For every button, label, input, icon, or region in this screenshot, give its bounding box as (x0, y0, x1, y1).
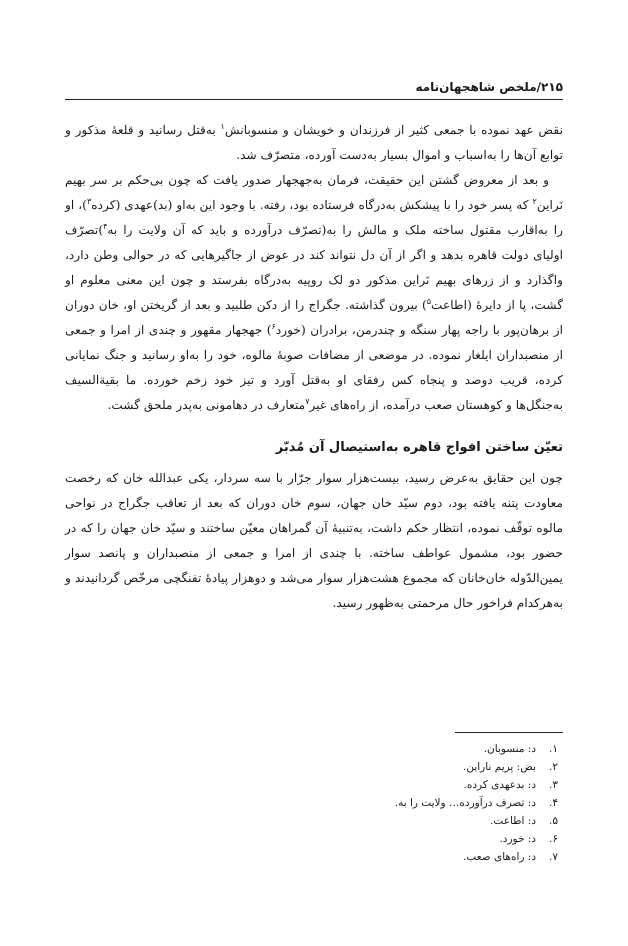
footnote-text: بض: پریم ناراین. (463, 761, 536, 773)
footnote-text: د: منسوبان. (483, 743, 536, 755)
text-run: ) بیرون گذاشته. جگراج را از دکن طلبید و بعد از گریختن او، خان دوران از برهان‌پور با راجه پهار سنگه و چندرمن، برادران (خورد (65, 298, 563, 337)
text-run: ) جهجهار مقهور و چندی از امرا و جمعی از منصبداران ایلغار نموده. در موضعی از مضافات صوبهٔ مالوه، خود را به‌او رسانید و جنگ نمایانی کرده، قریب دوصد و پنجاه کس رفقای او به‌قتل آورد و تیز خود زخم خورده. ما بقیةالسیف به‌جنگل‌ها و کوهستان صعب درآمده، از راه‌های غیر (65, 323, 563, 412)
text-run: به‌قتل رسانید و قلعهٔ مذکور و توابع آن‌ها را به‌اسباب و اموال بسیار به‌دست آورده، متصرّف شد. (65, 123, 563, 162)
footnote-text: د: راه‌های صعب. (463, 851, 536, 863)
footnote-marker[interactable]: ۱ (220, 121, 225, 131)
footnotes-list (395, 740, 558, 866)
body-paragraph (65, 168, 563, 418)
footnote-marker[interactable]: ۵ (426, 296, 432, 306)
footnote-item (395, 812, 558, 830)
footnote-rule (455, 732, 563, 733)
text-run: )، او را به‌اقارب مقتول ساخته ملک و مالش را به(تصرّف درآورده و باید که آن ولایت را به (65, 198, 563, 237)
footnote-number: ۳. (549, 779, 558, 791)
footnote-item (395, 776, 558, 794)
footnote-marker[interactable]: ۲ (532, 196, 537, 206)
text-run: که پسر خود را با پیشکش به‌درگاه فرستاده بود، رفته. با وجود این به‌او (بد)عهدی (کرده (91, 198, 533, 212)
footnote-item (395, 794, 558, 812)
body-paragraph (65, 118, 563, 168)
footnote-marker[interactable]: ۴ (103, 221, 108, 231)
header-rule (65, 99, 563, 100)
footnote-text: د: خورد. (499, 833, 536, 845)
text-run: )تصرّف اولیای دولت قاهره بدهد و اگر از آن دل نتواند کند در عوض از جاگیرهایی که در حوالی وطن دارد، واگذارد و از زرهای بهیم نَراین مذکور دو لک روپیه به‌درگاه بفرستد و چون این معنی معلوم او گشت، پا از دایرهٔ (اطاعت (65, 223, 563, 312)
main-text (65, 118, 563, 616)
section-heading: تعیّن ساختن افواج قاهره به‌استیصال آن مُدبّر (275, 440, 563, 455)
footnote-number: ۷. (549, 851, 558, 863)
text-run: نقض عهد نموده با جمعی کثیر از فرزندان و خویشان و منسوبانش (224, 123, 563, 137)
footnote-number: ۵. (549, 815, 558, 827)
body-paragraph (65, 466, 563, 616)
footnote-item (395, 830, 558, 848)
footnote-text: د: اطاعت. (490, 815, 536, 827)
text-run: متعارف در دهامونی به‌پدر ملحق گشت. (107, 398, 306, 412)
footnote-text: د: تصرف درآورده… ولایت را به. (394, 797, 536, 809)
footnote-text: د: بدعهدی کرده. (463, 779, 536, 791)
footnote-marker[interactable]: ۳ (86, 196, 92, 206)
footnote-item (395, 848, 558, 866)
footnote-number: ۲. (549, 761, 558, 773)
footnote-number: ۶. (549, 833, 558, 845)
running-head: ۲۱۵/ملخص شاهجهان‌نامه (415, 80, 563, 94)
footnote-item (395, 758, 558, 776)
text-run: چون این حقایق به‌عرض رسید، بیست‌هزار سوار جرّار با سه سردار، یکی عبدالله خان که رخصت معاودت پتنه یافته بود، دوم سیّد خان جهان، سوم خان دوران که بعد از تعاقب جگراج در نواحی مالوه توقّف نموده، انتظار حکم داشت، به‌تنبیهٔ آن گمراهان معیّن ساختند و سیّد خان جهان را که در حضور بود، مشمول عواطف ساخته. با چندی از امرا و جمعی از منصبداران و پانصد سوار یمین‌الدّوله خان‌خانان که مجموع هشت‌هزار سوار می‌شد و دوهزار پیادهٔ تفنگچی مرخّص گردانیدند و به‌هرکدام فراخور حال مرحمتی به‌ظهور رسید. (65, 471, 563, 610)
text-run: و بعد از معروض گشتن این حقیقت، فرمان به‌جهجهار صدور یافت که چون بی‌حکم بر سر بهیم نَراین (65, 173, 564, 212)
footnote-item (395, 740, 558, 758)
footnote-marker[interactable]: ۶ (271, 321, 276, 331)
footnote-number: ۴. (549, 797, 558, 809)
footnote-number: ۱. (549, 743, 558, 755)
footnote-marker[interactable]: ۷ (305, 396, 310, 406)
